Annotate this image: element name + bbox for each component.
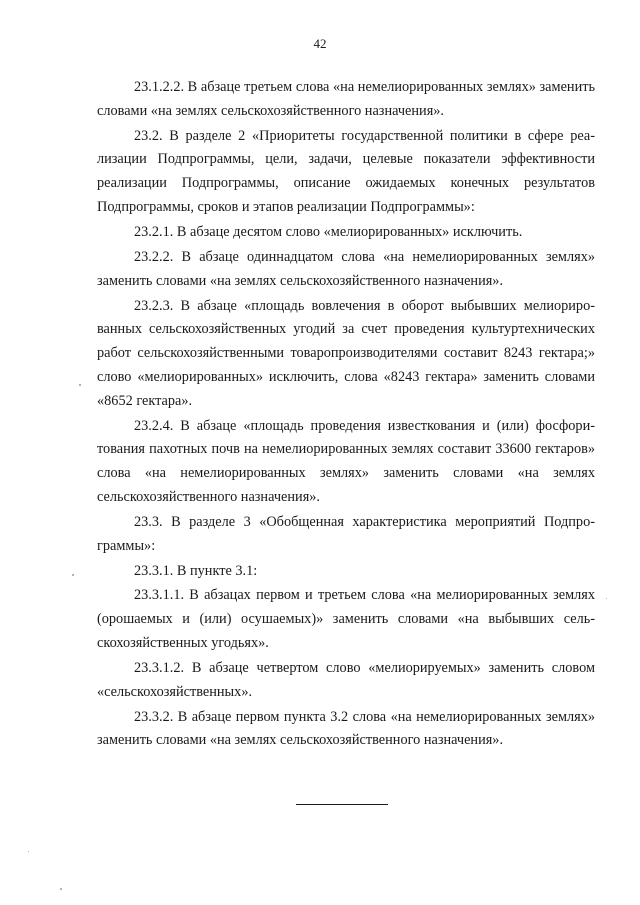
scan-speck — [28, 851, 29, 852]
paragraph-23-2-2: 23.2.2. В абзаце одиннадцатом слова «на немелиорированных землях» заменить словами «на землях сельскохозяйственного назначения». — [97, 248, 595, 289]
scan-speck — [60, 888, 62, 890]
scan-speck — [72, 574, 74, 576]
paragraph-23-3-2: 23.3.2. В абзаце первом пункта 3.2 слова «на немелиорированных землях» заменить словами «на землях сельскохозяйственного назначения». — [97, 708, 595, 749]
paragraph-23-3-1-1: 23.3.1.1. В абзацах первом и третьем слова «на мелиорированных землях (орошаемых и (или) осушаемых)» заменить словами «на выбывших сельскохозяйственных угодьях». — [97, 587, 595, 652]
page-number: 42 — [313, 36, 327, 51]
scan-speck — [606, 598, 607, 599]
paragraph-23-1-2-2: 23.1.2.2. В абзаце третьем слова «на немелиорированных землях» заменить словами «на землях сельскохозяйственного назначения». — [97, 79, 595, 119]
document-body — [97, 76, 595, 754]
paragraph-23-3-1: 23.3.1. В пункте 3.1: — [134, 562, 258, 579]
paragraph-23-2-1: 23.2.1. В абзаце десятом слово «мелиорированных» исключить. — [134, 223, 523, 240]
closing-separator-line — [296, 804, 388, 805]
paragraph-23-2-4: 23.2.4. В абзаце «площадь проведения известкования и (или) фосфоритования пахотных почв на немелиорированных землях составит 33600 гектаров» слова «на немелиорированных землях» заменить словами «на землях сельскохозяйственного назначения». — [97, 417, 595, 506]
paragraph-23-2: 23.2. В разделе 2 «Приоритеты государственной политики в сфере реализации Подпрограммы, цели, задачи, целевые показатели эффективности реализации Подпрограммы, описание ожидаемых конечных результатов Подпрограммы, сроков и этапов реализации Подпрограммы»: — [97, 127, 595, 216]
paragraph-23-3-1-2: 23.3.1.2. В абзаце четвертом слово «мелиорируемых» заменить словом «сельскохозяйственных». — [97, 659, 595, 700]
scan-speck — [79, 384, 81, 386]
paragraph-23-2-3: 23.2.3. В абзаце «площадь вовлечения в оборот выбывших мелиорированных сельскохозяйственных угодий за счет проведения культуртехнических работ сельскохозяйственными товаропроизводителями составит 8243 гектара;» слово «мелиорированных» исключить, слова «8243 гектара» заменить словами «8652 гектара». — [97, 297, 595, 409]
paragraph-23-3: 23.3. В разделе 3 «Обобщенная характеристика мероприятий Подпрограммы»: — [97, 513, 595, 554]
